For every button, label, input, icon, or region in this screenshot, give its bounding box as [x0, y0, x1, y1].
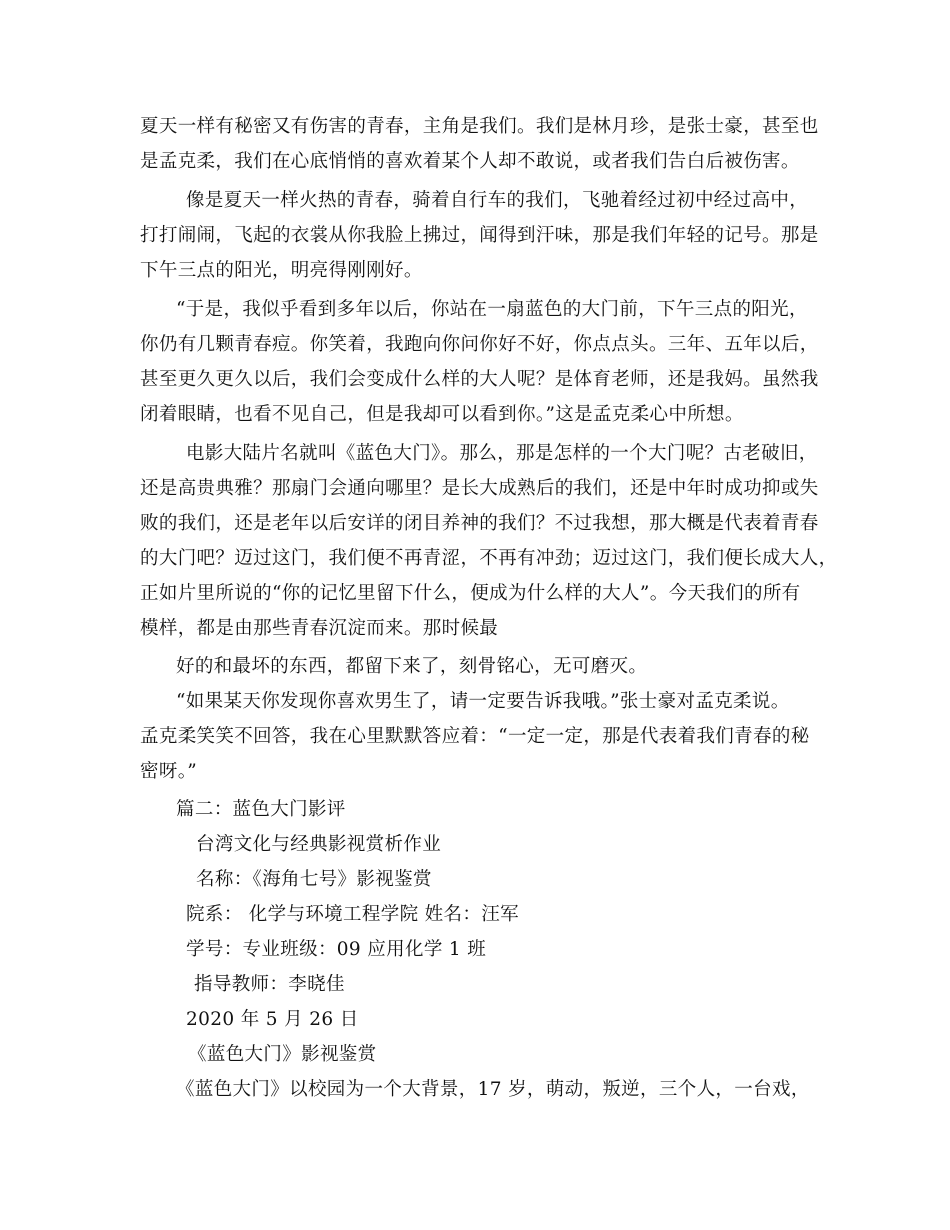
text-line: 的大门吧？迈过这门，我们便不再青涩，不再有冲劲；迈过这门，我们便长成大人， [140, 548, 838, 569]
text-line: 电影大陆片名就叫《蓝色大门》。那么，那是怎样的一个大门呢？古老破旧， [186, 443, 818, 464]
sub-heading: 《蓝色大门》影视鉴赏 [188, 1044, 377, 1065]
text-line: 败的我们，还是老年以后安详的闭目养神的我们？不过我想，那大概是代表着青春 [140, 513, 819, 534]
text-line: 像是夏天一样火热的青春，骑着自行车的我们，飞驰着经过初中经过高中， [186, 190, 809, 211]
text-line: “于是，我似乎看到多年以后，你站在一扇蓝色的大门前，下午三点的阳光， [176, 299, 808, 320]
text-line: 闭着眼睛，也看不见自己，但是我却可以看到你。”这是孟克柔心中所想。 [140, 404, 744, 425]
report-student-id: 学号：专业班级：09 应用化学 1 班 [186, 939, 487, 960]
text-line: 密呀。” [140, 761, 198, 782]
text-line: 你仍有几颗青春痘。你笑着，我跑向你问你好不好，你点点头。三年、五年以后， [140, 334, 819, 355]
text-line: 正如片里所说的“你的记忆里留下什么，便成为什么样的大人”。今天我们的所有 [140, 583, 801, 604]
text-line: 夏天一样有秘密又有伤害的青春，主角是我们。我们是林月珍，是张士豪，甚至也 [140, 116, 819, 137]
report-department: 院系： 化学与环境工程学院 姓名：汪军 [186, 904, 519, 925]
text-line: 下午三点的阳光，明亮得刚刚好。 [140, 260, 423, 281]
report-title: 台湾文化与经典影视赏析作业 [196, 834, 442, 855]
text-line: 甚至更久更久以后，我们会变成什么样的大人呢？是体育老师，还是我妈。虽然我 [140, 369, 819, 390]
text-line: 打打闹闹，飞起的衣裳从你我脸上拂过，闻得到汗味，那是我们年轻的记号。那是 [140, 225, 819, 246]
section-heading: 篇二：蓝色大门影评 [176, 799, 346, 820]
text-line: 模样，都是由那些青春沉淀而来。那时候最 [140, 618, 499, 639]
report-date: 2020 年 5 月 26 日 [186, 1009, 359, 1030]
text-line: “如果某天你发现你喜欢男生了，请一定要告诉我哦。”张士豪对孟克柔说。 [176, 691, 790, 712]
text-line: 孟克柔笑笑不回答，我在心里默默答应着：“一定一定，那是代表着我们青春的秘 [140, 726, 810, 747]
text-line: 《蓝色大门》以校园为一个大背景，17 岁，萌动，叛逆，三个人，一台戏， [176, 1079, 810, 1100]
text-line: 还是高贵典雅？那扇门会通向哪里？是长大成熟后的我们，还是中年时成功抑或失 [140, 478, 819, 499]
text-line: 是孟克柔，我们在心底悄悄的喜欢着某个人却不敢说，或者我们告白后被伤害。 [140, 151, 800, 172]
text-line: 好的和最坏的东西，都留下来了，刻骨铭心，无可磨灭。 [176, 656, 648, 677]
report-name: 名称：《海角七号》影视鉴赏 [196, 869, 432, 890]
report-teacher: 指导教师：李晓佳 [194, 974, 345, 995]
